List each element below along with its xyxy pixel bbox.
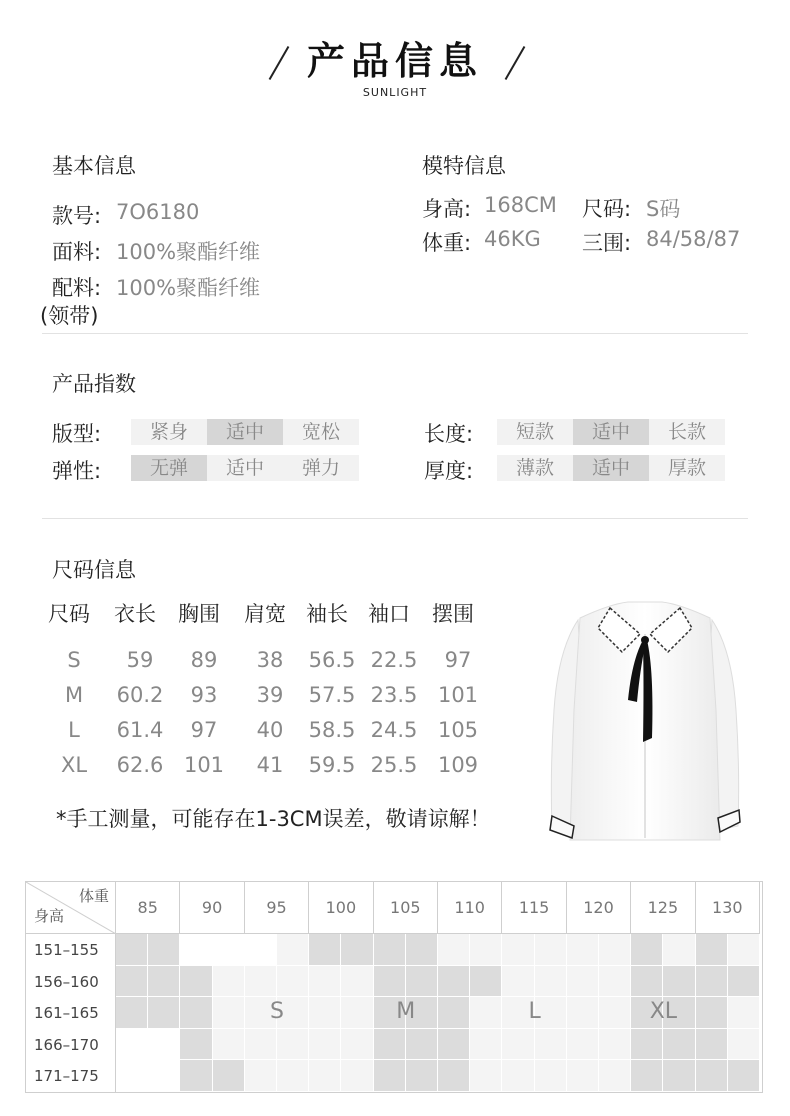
stretch-options — [131, 455, 359, 481]
model-size-value: S码 — [646, 197, 681, 221]
size-cell: 22.5 — [370, 648, 418, 672]
weight-header: 90 — [180, 882, 244, 934]
size-cell: 93 — [190, 683, 218, 707]
chart-cell — [631, 934, 663, 966]
weight-header: 115 — [502, 882, 566, 934]
height-row-label: 156–160 — [26, 966, 116, 998]
chart-cell — [148, 1029, 180, 1061]
size-chart — [25, 881, 763, 1093]
chart-cell — [599, 1060, 631, 1092]
chart-cell — [245, 1029, 277, 1061]
chart-cell — [535, 966, 567, 998]
chart-cell — [502, 966, 534, 998]
chart-cell — [470, 1060, 502, 1092]
weight-header: 100 — [309, 882, 373, 934]
size-cell: 56.5 — [308, 648, 356, 672]
chart-corner — [26, 882, 116, 934]
chart-cell — [502, 1060, 534, 1092]
chart-cell — [470, 966, 502, 998]
weight-header: 110 — [438, 882, 502, 934]
size-cell: 97 — [444, 648, 472, 672]
chart-cell — [438, 1060, 470, 1092]
size-cell: 89 — [190, 648, 218, 672]
product-index-title: 产品指数 — [52, 372, 136, 396]
chart-cell — [180, 934, 212, 966]
chart-cell — [535, 1029, 567, 1061]
chart-cell — [599, 1029, 631, 1061]
length-option: 长款 — [649, 419, 725, 445]
chart-cell — [438, 997, 470, 1029]
size-cell: 58.5 — [308, 718, 356, 742]
chart-cell — [599, 934, 631, 966]
chart-cell — [567, 1060, 599, 1092]
chart-cell — [406, 1060, 438, 1092]
measure-note: *手工测量，可能存在1-3CM误差，敬请谅解！ — [56, 807, 491, 831]
size-col-header: 摆围 — [432, 602, 474, 626]
chart-cell — [309, 1060, 341, 1092]
chart-cell — [470, 934, 502, 966]
chart-cell — [599, 997, 631, 1029]
stretch-option: 弹力 — [283, 455, 359, 481]
chart-cell — [374, 1060, 406, 1092]
stretch-label: 弹性: — [52, 459, 102, 483]
thickness-option: 适中 — [573, 455, 649, 481]
chart-cell — [728, 1060, 760, 1092]
chart-cell — [728, 934, 760, 966]
chart-cell — [470, 1029, 502, 1061]
chart-cell — [341, 934, 373, 966]
size-zone-label: S — [270, 999, 284, 1025]
size-cell: 61.4 — [116, 718, 164, 742]
page-title: 产品信息 — [306, 39, 483, 83]
chart-cell — [567, 1029, 599, 1061]
size-cell: 59 — [126, 648, 154, 672]
height-row-label: 161–165 — [26, 997, 116, 1029]
chart-cell — [406, 966, 438, 998]
height-row-label: 166–170 — [26, 1029, 116, 1061]
size-cell: 60.2 — [116, 683, 164, 707]
size-col-header: 尺码 — [48, 602, 90, 626]
style-no-label: 款号: — [52, 204, 102, 228]
length-options — [497, 419, 725, 445]
chart-cell — [567, 934, 599, 966]
size-cell: 101 — [437, 683, 479, 707]
chart-cell — [277, 934, 309, 966]
height-row-label: 171–175 — [26, 1060, 116, 1092]
model-height-value: 168CM — [484, 193, 557, 217]
chart-cell — [341, 966, 373, 998]
weight-header: 105 — [374, 882, 438, 934]
size-col-header: 肩宽 — [244, 602, 286, 626]
size-cell: 109 — [437, 753, 479, 777]
chart-cell — [116, 934, 148, 966]
chart-cell — [631, 966, 663, 998]
chart-cell — [663, 1060, 695, 1092]
fabric-label: 面料: — [52, 240, 102, 264]
chart-cell — [180, 997, 212, 1029]
accessory-note: (领带) — [40, 304, 99, 328]
chart-cell — [470, 997, 502, 1029]
size-zone-label: M — [396, 999, 416, 1025]
size-zone-label: XL — [649, 999, 678, 1025]
weight-header: 95 — [245, 882, 309, 934]
chart-cell — [696, 934, 728, 966]
chart-cell — [438, 934, 470, 966]
chart-cell — [341, 997, 373, 1029]
model-measure-label: 三围: — [582, 231, 632, 255]
size-col-header: 胸围 — [178, 602, 220, 626]
chart-cell — [245, 1060, 277, 1092]
chart-cell — [663, 934, 695, 966]
size-cell: 62.6 — [116, 753, 164, 777]
chart-cell — [502, 1029, 534, 1061]
model-measure-value: 84/58/87 — [646, 227, 741, 251]
stretch-option: 适中 — [207, 455, 283, 481]
chart-cell — [374, 1029, 406, 1061]
chart-cell — [148, 934, 180, 966]
chart-cell — [406, 934, 438, 966]
chart-cell — [728, 1029, 760, 1061]
chart-cell — [309, 934, 341, 966]
size-cell: 57.5 — [308, 683, 356, 707]
weight-header: 130 — [696, 882, 760, 934]
chart-cell — [245, 966, 277, 998]
size-cell: 41 — [256, 753, 284, 777]
fit-option: 紧身 — [131, 419, 207, 445]
chart-cell — [116, 966, 148, 998]
chart-cell — [148, 1060, 180, 1092]
size-cell: 38 — [256, 648, 284, 672]
corner-weight-label: 体重 — [78, 887, 109, 905]
length-label: 长度: — [424, 422, 474, 446]
size-cell: 97 — [190, 718, 218, 742]
page-subtitle: SUNLIGHT — [362, 86, 428, 99]
chart-cell — [728, 966, 760, 998]
basic-info-title: 基本信息 — [52, 154, 136, 178]
thickness-label: 厚度: — [424, 459, 474, 483]
size-cell: L — [68, 718, 80, 742]
size-cell: 24.5 — [370, 718, 418, 742]
chart-cell — [148, 997, 180, 1029]
size-cell: M — [64, 683, 84, 707]
chart-cell — [180, 1060, 212, 1092]
chart-cell — [309, 966, 341, 998]
weight-header: 125 — [631, 882, 695, 934]
chart-cell — [438, 966, 470, 998]
chart-cell — [567, 997, 599, 1029]
chart-cell — [567, 966, 599, 998]
chart-cell — [374, 966, 406, 998]
chart-cell — [535, 934, 567, 966]
chart-cell — [180, 1029, 212, 1061]
size-table — [48, 598, 498, 788]
chart-cell — [341, 1029, 373, 1061]
chart-cell — [213, 1029, 245, 1061]
height-row-label: 151–155 — [26, 934, 116, 966]
size-col-header: 衣长 — [114, 602, 156, 626]
chart-cell — [180, 966, 212, 998]
chart-cell — [213, 966, 245, 998]
chart-cell — [535, 1060, 567, 1092]
size-cell: 23.5 — [370, 683, 418, 707]
size-cell: 25.5 — [370, 753, 418, 777]
weight-header: 120 — [567, 882, 631, 934]
model-info-title: 模特信息 — [422, 154, 506, 178]
size-zone-label: L — [528, 999, 541, 1025]
chart-cell — [631, 1029, 663, 1061]
chart-cell — [696, 966, 728, 998]
fit-option: 适中 — [207, 419, 283, 445]
chart-cell — [309, 1029, 341, 1061]
size-cell: 101 — [183, 753, 225, 777]
length-option: 短款 — [497, 419, 573, 445]
size-info-title: 尺码信息 — [52, 558, 136, 582]
thickness-option: 厚款 — [649, 455, 725, 481]
chart-cell — [696, 997, 728, 1029]
divider-1 — [42, 333, 748, 334]
blouse-image — [540, 590, 750, 850]
chart-cell — [116, 1029, 148, 1061]
chart-cell — [502, 934, 534, 966]
chart-cell — [438, 1029, 470, 1061]
chart-cell — [663, 1029, 695, 1061]
chart-cell — [116, 1060, 148, 1092]
chart-cell — [728, 997, 760, 1029]
accessory-label: 配料: — [52, 276, 102, 300]
chart-cell — [277, 1029, 309, 1061]
chart-cell — [696, 1060, 728, 1092]
chart-cell — [245, 934, 277, 966]
chart-cell — [374, 934, 406, 966]
chart-cell — [148, 966, 180, 998]
accessory-value: 100%聚酯纤维 — [116, 276, 261, 300]
fit-options — [131, 419, 359, 445]
chart-cell — [599, 966, 631, 998]
size-cell: XL — [60, 753, 88, 777]
stretch-option: 无弹 — [131, 455, 207, 481]
size-cell: 105 — [437, 718, 479, 742]
chart-cell — [213, 934, 245, 966]
length-option: 适中 — [573, 419, 649, 445]
chart-cell — [309, 997, 341, 1029]
model-size-label: 尺码: — [582, 197, 632, 221]
size-cell: S — [67, 648, 81, 672]
chart-cell — [406, 1029, 438, 1061]
chart-cell — [663, 966, 695, 998]
chart-cell — [341, 1060, 373, 1092]
corner-height-label: 身高 — [34, 907, 65, 925]
chart-cell — [631, 1060, 663, 1092]
fabric-value: 100%聚酯纤维 — [116, 240, 261, 264]
chart-cell — [277, 966, 309, 998]
size-col-header: 袖长 — [306, 602, 348, 626]
model-weight-value: 46KG — [484, 227, 541, 251]
chart-cell — [116, 997, 148, 1029]
chart-cell — [213, 1060, 245, 1092]
size-cell: 59.5 — [308, 753, 356, 777]
chart-cell — [277, 1060, 309, 1092]
thickness-option: 薄款 — [497, 455, 573, 481]
model-height-label: 身高: — [422, 197, 472, 221]
divider-2 — [42, 518, 748, 519]
thickness-options — [497, 455, 725, 481]
size-cell: 39 — [256, 683, 284, 707]
size-col-header: 袖口 — [368, 602, 410, 626]
chart-cell — [213, 997, 245, 1029]
style-no-value: 7O6180 — [116, 200, 200, 224]
size-cell: 40 — [256, 718, 284, 742]
fit-option: 宽松 — [283, 419, 359, 445]
fit-label: 版型: — [52, 422, 102, 446]
chart-cell — [696, 1029, 728, 1061]
model-weight-label: 体重: — [422, 231, 472, 255]
weight-header: 85 — [116, 882, 180, 934]
